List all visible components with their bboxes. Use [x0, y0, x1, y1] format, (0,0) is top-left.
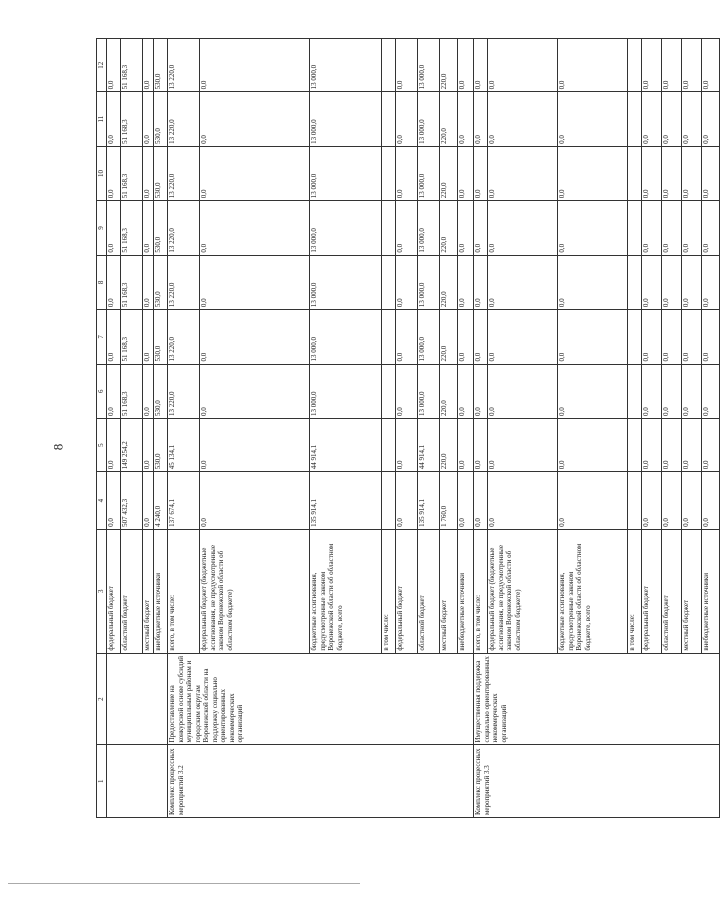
value-cell: 0,0 — [702, 310, 720, 364]
value-cell: 0,0 — [200, 364, 310, 418]
value-cell: 0,0 — [474, 201, 488, 255]
column-header: 8 — [97, 255, 107, 309]
value-cell: 0,0 — [143, 418, 154, 471]
value-cell: 13 000,0 — [310, 92, 382, 146]
column-header: 1 — [97, 745, 107, 818]
value-cell: 0,0 — [458, 418, 474, 471]
value-cell: 0,0 — [200, 92, 310, 146]
value-cell: 0,0 — [662, 92, 682, 146]
value-cell: 0,0 — [488, 310, 558, 364]
value-cell — [382, 310, 396, 364]
value-cell: 51 168,3 — [121, 146, 143, 200]
value-cell: 0,0 — [396, 364, 418, 418]
value-cell — [628, 472, 642, 530]
value-cell: 13 000,0 — [418, 255, 440, 309]
footer-rule — [8, 883, 360, 884]
source-label: федеральный бюджет — [642, 529, 662, 653]
value-cell: 0,0 — [200, 39, 310, 92]
value-cell: 220,0 — [440, 39, 458, 92]
source-label: федеральный бюджет — [107, 529, 121, 653]
value-cell — [628, 39, 642, 92]
value-cell: 51 168,3 — [121, 255, 143, 309]
value-cell: 0,0 — [396, 39, 418, 92]
source-label: федеральный бюджет (бюджетные ассигнования, не предусмотренные законом Воронежской области об областном бюджете) — [488, 529, 558, 653]
source-label: местный бюджет — [143, 529, 154, 653]
value-cell: 0,0 — [642, 255, 662, 309]
value-cell: 0,0 — [143, 146, 154, 200]
column-header: 12 — [97, 39, 107, 92]
value-cell: 0,0 — [143, 92, 154, 146]
value-cell: 0,0 — [458, 310, 474, 364]
value-cell: 0,0 — [474, 39, 488, 92]
value-cell: 0,0 — [642, 310, 662, 364]
value-cell: 135 914,1 — [310, 472, 382, 530]
value-cell: 530,0 — [154, 418, 168, 471]
table-row — [107, 39, 121, 818]
value-cell: 0,0 — [474, 255, 488, 309]
column-header: 7 — [97, 310, 107, 364]
value-cell: 220,0 — [440, 310, 458, 364]
value-cell: 0,0 — [396, 92, 418, 146]
value-cell: 0,0 — [662, 472, 682, 530]
column-header: 10 — [97, 146, 107, 200]
value-cell: 0,0 — [107, 146, 121, 200]
value-cell: 0,0 — [200, 146, 310, 200]
column-header: 2 — [97, 653, 107, 745]
column-header: 6 — [97, 364, 107, 418]
value-cell: 1 760,0 — [440, 472, 458, 530]
value-cell: 0,0 — [396, 201, 418, 255]
value-cell: 0,0 — [702, 146, 720, 200]
value-cell: 0,0 — [558, 310, 628, 364]
value-cell: 0,0 — [682, 472, 702, 530]
value-cell: 13 000,0 — [418, 39, 440, 92]
source-label: местный бюджет — [440, 529, 458, 653]
value-cell: 0,0 — [488, 364, 558, 418]
value-cell — [628, 92, 642, 146]
table-row — [168, 39, 200, 818]
value-cell: 13 000,0 — [418, 364, 440, 418]
value-cell: 0,0 — [642, 472, 662, 530]
value-cell: 135 914,1 — [418, 472, 440, 530]
value-cell: 0,0 — [143, 39, 154, 92]
value-cell: 13 000,0 — [310, 310, 382, 364]
value-cell: 13 000,0 — [310, 146, 382, 200]
value-cell — [382, 39, 396, 92]
value-cell: 51 168,3 — [121, 364, 143, 418]
source-label: бюджетные ассигнования, предусмотренные законом Воронежской области об областном бюджете, всего — [310, 529, 382, 653]
value-cell: 13 220,0 — [168, 201, 200, 255]
value-cell: 0,0 — [488, 92, 558, 146]
source-label: областной бюджет — [662, 529, 682, 653]
value-cell — [382, 146, 396, 200]
value-cell: 0,0 — [107, 255, 121, 309]
complex-name: Комплекс процессных мероприятий 3.2 — [168, 745, 474, 818]
value-cell: 51 168,3 — [121, 201, 143, 255]
value-cell — [382, 92, 396, 146]
value-cell: 0,0 — [558, 472, 628, 530]
value-cell: 0,0 — [702, 201, 720, 255]
value-cell: 0,0 — [107, 472, 121, 530]
value-cell: 220,0 — [440, 146, 458, 200]
value-cell: 0,0 — [682, 92, 702, 146]
value-cell: 0,0 — [558, 201, 628, 255]
value-cell: 137 674,1 — [168, 472, 200, 530]
value-cell: 530,0 — [154, 39, 168, 92]
value-cell: 0,0 — [107, 310, 121, 364]
source-label: местный бюджет — [682, 529, 702, 653]
value-cell — [382, 201, 396, 255]
value-cell: 0,0 — [682, 418, 702, 471]
value-cell: 13 220,0 — [168, 310, 200, 364]
value-cell: 0,0 — [200, 310, 310, 364]
value-cell: 0,0 — [474, 364, 488, 418]
value-cell: 220,0 — [440, 201, 458, 255]
table-row — [474, 39, 488, 818]
source-label: федеральный бюджет — [396, 529, 418, 653]
value-cell: 13 000,0 — [418, 146, 440, 200]
value-cell: 0,0 — [702, 472, 720, 530]
source-label: внебюджетные источники — [702, 529, 720, 653]
column-header: 9 — [97, 201, 107, 255]
value-cell: 0,0 — [662, 255, 682, 309]
source-label: в том числе: — [628, 529, 642, 653]
column-header: 5 — [97, 418, 107, 471]
value-cell: 0,0 — [558, 39, 628, 92]
measure-description: Предоставление на конкурсной основе субсидий муниципальным районам и городским округам Воронежской области на поддержку социально ориентированных некоммерческих организаций — [168, 653, 474, 745]
column-header: 11 — [97, 92, 107, 146]
source-label: федеральный бюджет (бюджетные ассигнования, не предусмотренные законом Воронежской области об областном бюджете) — [200, 529, 310, 653]
value-cell: 51 168,3 — [121, 39, 143, 92]
value-cell: 0,0 — [702, 39, 720, 92]
value-cell — [382, 472, 396, 530]
header-row — [97, 39, 107, 818]
value-cell: 530,0 — [154, 92, 168, 146]
value-cell — [628, 418, 642, 471]
value-cell: 0,0 — [488, 39, 558, 92]
source-label: областной бюджет — [418, 529, 440, 653]
value-cell: 0,0 — [682, 39, 702, 92]
value-cell: 0,0 — [107, 364, 121, 418]
value-cell — [382, 255, 396, 309]
value-cell: 0,0 — [474, 418, 488, 471]
value-cell: 0,0 — [642, 418, 662, 471]
value-cell: 0,0 — [107, 92, 121, 146]
measure-description: Имущественная поддержка социально ориентированных некоммерческих организаций — [474, 653, 720, 745]
value-cell: 0,0 — [474, 472, 488, 530]
value-cell: 0,0 — [488, 255, 558, 309]
value-cell: 0,0 — [396, 310, 418, 364]
value-cell: 0,0 — [458, 201, 474, 255]
value-cell: 0,0 — [143, 310, 154, 364]
value-cell — [382, 364, 396, 418]
value-cell: 0,0 — [488, 146, 558, 200]
value-cell: 0,0 — [488, 201, 558, 255]
value-cell: 13 220,0 — [168, 39, 200, 92]
value-cell: 0,0 — [662, 39, 682, 92]
value-cell: 530,0 — [154, 255, 168, 309]
value-cell — [628, 146, 642, 200]
source-label: всего, в том числе: — [474, 529, 488, 653]
value-cell: 0,0 — [396, 418, 418, 471]
value-cell: 4 240,0 — [154, 472, 168, 530]
value-cell: 0,0 — [107, 39, 121, 92]
value-cell: 0,0 — [702, 364, 720, 418]
value-cell: 0,0 — [662, 418, 682, 471]
value-cell: 0,0 — [474, 310, 488, 364]
value-cell: 0,0 — [396, 472, 418, 530]
page-number: 8 — [50, 443, 66, 451]
rotated-table-container — [96, 38, 710, 818]
cell-empty — [107, 745, 168, 818]
value-cell: 13 000,0 — [310, 364, 382, 418]
value-cell: 0,0 — [458, 146, 474, 200]
value-cell: 0,0 — [558, 92, 628, 146]
value-cell: 0,0 — [642, 146, 662, 200]
value-cell — [628, 201, 642, 255]
value-cell — [382, 418, 396, 471]
value-cell: 13 220,0 — [168, 255, 200, 309]
value-cell: 530,0 — [154, 201, 168, 255]
column-header: 4 — [97, 472, 107, 530]
value-cell: 0,0 — [200, 255, 310, 309]
value-cell: 149 254,2 — [121, 418, 143, 471]
value-cell: 0,0 — [642, 92, 662, 146]
value-cell: 0,0 — [558, 418, 628, 471]
source-label: областной бюджет — [121, 529, 143, 653]
value-cell: 0,0 — [458, 472, 474, 530]
value-cell: 51 168,3 — [121, 310, 143, 364]
source-label: внебюджетные источники — [458, 529, 474, 653]
value-cell: 0,0 — [662, 201, 682, 255]
value-cell: 13 220,0 — [168, 92, 200, 146]
value-cell: 0,0 — [200, 472, 310, 530]
value-cell: 0,0 — [396, 255, 418, 309]
value-cell: 530,0 — [154, 310, 168, 364]
value-cell: 0,0 — [662, 146, 682, 200]
value-cell: 0,0 — [458, 39, 474, 92]
complex-name: Комплекс процессных мероприятий 3.3 — [474, 745, 720, 818]
value-cell: 13 000,0 — [418, 201, 440, 255]
value-cell: 0,0 — [642, 201, 662, 255]
value-cell: 0,0 — [702, 418, 720, 471]
value-cell: 0,0 — [682, 255, 702, 309]
value-cell: 0,0 — [458, 92, 474, 146]
value-cell — [628, 310, 642, 364]
value-cell: 13 220,0 — [168, 146, 200, 200]
value-cell: 51 168,3 — [121, 92, 143, 146]
value-cell: 507 432,3 — [121, 472, 143, 530]
value-cell: 0,0 — [488, 418, 558, 471]
value-cell: 0,0 — [143, 255, 154, 309]
value-cell: 0,0 — [458, 255, 474, 309]
value-cell: 0,0 — [662, 310, 682, 364]
value-cell: 0,0 — [682, 364, 702, 418]
value-cell: 0,0 — [488, 472, 558, 530]
budget-table — [96, 38, 720, 818]
value-cell: 0,0 — [558, 146, 628, 200]
value-cell: 0,0 — [396, 146, 418, 200]
value-cell: 220,0 — [440, 255, 458, 309]
cell-empty — [107, 653, 168, 745]
value-cell: 0,0 — [107, 201, 121, 255]
value-cell: 530,0 — [154, 146, 168, 200]
value-cell — [628, 364, 642, 418]
value-cell: 0,0 — [682, 201, 702, 255]
value-cell: 13 000,0 — [310, 39, 382, 92]
value-cell: 44 914,1 — [418, 418, 440, 471]
value-cell: 0,0 — [200, 201, 310, 255]
value-cell: 13 000,0 — [310, 201, 382, 255]
source-label: бюджетные ассигнования, предусмотренные законом Воронежской области об областном бюджете, всего — [558, 529, 628, 653]
value-cell: 220,0 — [440, 418, 458, 471]
value-cell: 220,0 — [440, 364, 458, 418]
value-cell: 220,0 — [440, 92, 458, 146]
source-label: внебюджетные источники — [154, 529, 168, 653]
value-cell: 0,0 — [143, 472, 154, 530]
source-label: в том числе: — [382, 529, 396, 653]
value-cell: 0,0 — [107, 418, 121, 471]
value-cell: 530,0 — [154, 364, 168, 418]
value-cell: 0,0 — [458, 364, 474, 418]
value-cell: 0,0 — [200, 418, 310, 471]
value-cell: 0,0 — [558, 255, 628, 309]
value-cell: 13 000,0 — [310, 255, 382, 309]
value-cell: 0,0 — [662, 364, 682, 418]
value-cell — [628, 255, 642, 309]
value-cell: 0,0 — [143, 364, 154, 418]
value-cell: 13 000,0 — [418, 92, 440, 146]
value-cell: 45 134,1 — [168, 418, 200, 471]
value-cell: 0,0 — [642, 39, 662, 92]
value-cell: 44 914,1 — [310, 418, 382, 471]
value-cell: 0,0 — [474, 92, 488, 146]
value-cell: 0,0 — [642, 364, 662, 418]
value-cell: 0,0 — [682, 146, 702, 200]
value-cell: 0,0 — [143, 201, 154, 255]
column-header: 3 — [97, 529, 107, 653]
value-cell: 13 220,0 — [168, 364, 200, 418]
value-cell: 0,0 — [682, 310, 702, 364]
value-cell: 0,0 — [474, 146, 488, 200]
value-cell: 0,0 — [702, 255, 720, 309]
value-cell: 0,0 — [558, 364, 628, 418]
value-cell: 0,0 — [702, 92, 720, 146]
value-cell: 13 000,0 — [418, 310, 440, 364]
source-label: всего, в том числе: — [168, 529, 200, 653]
